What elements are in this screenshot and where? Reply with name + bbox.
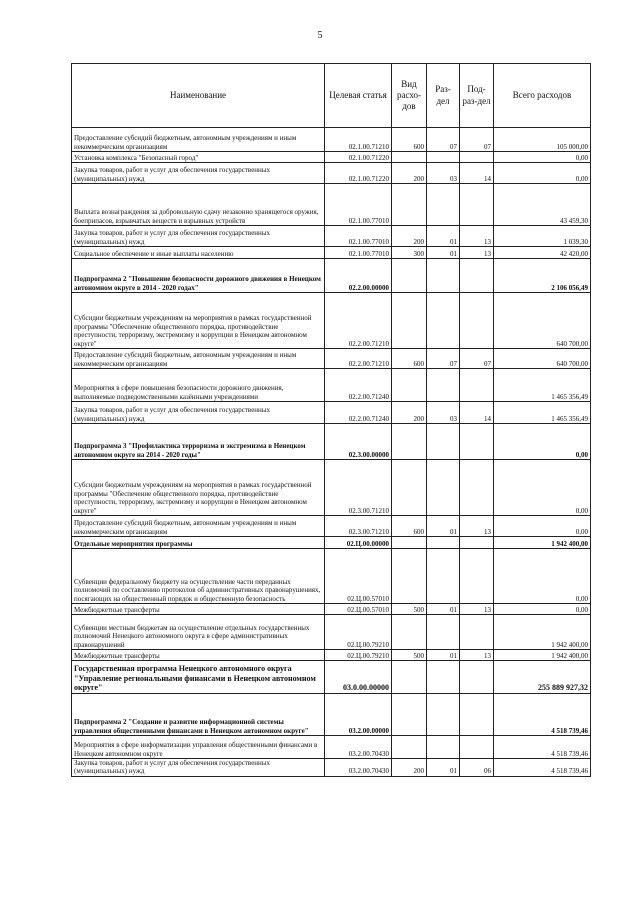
row-subsection-cell: 13 bbox=[460, 650, 494, 661]
row-total-cell: 4 518 739,46 bbox=[494, 736, 591, 759]
row-subsection-cell: 13 bbox=[460, 226, 494, 247]
row-expense-type-cell: 600 bbox=[392, 128, 427, 152]
row-subsection-cell bbox=[460, 424, 494, 460]
row-expense-type-cell bbox=[392, 537, 427, 549]
row-subsection-cell: 07 bbox=[460, 349, 494, 369]
row-total-cell: 1 465 356,49 bbox=[494, 402, 591, 424]
row-expense-type-cell: 200 bbox=[392, 402, 427, 424]
row-total-cell: 0,00 bbox=[494, 163, 591, 184]
row-target-article-cell: 02.3.00.71210 bbox=[325, 460, 392, 516]
row-name-cell: Подпрограмма 2 "Повышение безопасности дорожного движения в Ненецком автономном округе в 2014 - 2020 годах" bbox=[72, 259, 325, 293]
row-section-cell bbox=[427, 369, 460, 402]
row-expense-type-cell bbox=[392, 736, 427, 759]
row-name-cell: Подпрограмма 2 "Создание и развитие информационной системы управления общественными финансами в Ненецком автономном округе" bbox=[72, 694, 325, 736]
row-target-article-cell: 02.1.00.71220 bbox=[325, 163, 392, 184]
row-expense-type-cell: 500 bbox=[392, 650, 427, 661]
row-subsection-cell bbox=[460, 615, 494, 650]
row-subsection-cell: 13 bbox=[460, 516, 494, 537]
row-total-cell: 42 420,00 bbox=[494, 247, 591, 259]
row-target-article-cell: 03.2.00.70430 bbox=[325, 736, 392, 759]
row-section-cell bbox=[427, 259, 460, 293]
row-name-cell: Выплата вознаграждения за добровольную сдачу незаконно хранящегося оружия, боеприпасов, взрывчатых веществ и взрывных устройств bbox=[72, 184, 325, 226]
row-total-cell: 640 700,00 bbox=[494, 349, 591, 369]
row-section-cell: 01 bbox=[427, 759, 460, 777]
row-target-article-cell: 02.2.00.00000 bbox=[325, 259, 392, 293]
row-expense-type-cell: 600 bbox=[392, 349, 427, 369]
table-row bbox=[72, 402, 591, 424]
table-row bbox=[72, 650, 591, 661]
row-subsection-cell bbox=[460, 736, 494, 759]
row-target-article-cell: 03.2.00.00000 bbox=[325, 694, 392, 736]
row-section-cell bbox=[427, 549, 460, 604]
row-expense-type-cell bbox=[392, 549, 427, 604]
row-expense-type-cell bbox=[392, 184, 427, 226]
table-row bbox=[72, 163, 591, 184]
row-section-cell: 01 bbox=[427, 247, 460, 259]
row-target-article-cell: 03.0.00.00000 bbox=[325, 661, 392, 694]
table-row bbox=[72, 736, 591, 759]
row-total-cell: 640 700,00 bbox=[494, 293, 591, 349]
table-header-row bbox=[72, 64, 591, 128]
row-total-cell: 0,00 bbox=[494, 516, 591, 537]
row-subsection-cell: 14 bbox=[460, 402, 494, 424]
row-expense-type-cell bbox=[392, 661, 427, 694]
row-subsection-cell bbox=[460, 369, 494, 402]
row-total-cell: 105 000,00 bbox=[494, 128, 591, 152]
row-total-cell: 2 106 056,49 bbox=[494, 259, 591, 293]
row-section-cell bbox=[427, 661, 460, 694]
row-total-cell: 255 889 927,32 bbox=[494, 661, 591, 694]
row-expense-type-cell: 200 bbox=[392, 226, 427, 247]
table-row bbox=[72, 604, 591, 615]
row-section-cell: 01 bbox=[427, 650, 460, 661]
row-section-cell: 07 bbox=[427, 128, 460, 152]
row-subsection-cell: 13 bbox=[460, 247, 494, 259]
table-row bbox=[72, 424, 591, 460]
row-name-cell: Подпрограмма 3 "Профилактика терроризма и экстремизма в Ненецком автономном округе на 2014 - 2020 годы" bbox=[72, 424, 325, 460]
row-expense-type-cell bbox=[392, 293, 427, 349]
row-section-cell: 03 bbox=[427, 402, 460, 424]
row-target-article-cell: 02.2.00.71240 bbox=[325, 369, 392, 402]
row-section-cell: 03 bbox=[427, 163, 460, 184]
row-total-cell: 1 942 400,00 bbox=[494, 650, 591, 661]
row-total-cell: 1 942 400,00 bbox=[494, 615, 591, 650]
row-total-cell: 4 518 739,46 bbox=[494, 694, 591, 736]
row-total-cell: 1 039,30 bbox=[494, 226, 591, 247]
row-name-cell: Межбюджетные трансферты bbox=[72, 650, 325, 661]
table-row bbox=[72, 460, 591, 516]
table-row bbox=[72, 184, 591, 226]
header-total: Всего расходов bbox=[494, 64, 591, 128]
row-total-cell: 1 942 400,00 bbox=[494, 537, 591, 549]
row-target-article-cell: 02.Ц.00.57010 bbox=[325, 549, 392, 604]
table-row bbox=[72, 226, 591, 247]
row-target-article-cell: 02.Ц.00.57010 bbox=[325, 604, 392, 615]
row-expense-type-cell: 200 bbox=[392, 759, 427, 777]
row-name-cell: Субвенции местным бюджетам на осуществление отдельных государственных полномочий Ненецкого автономного округа в сфере административных правонарушений bbox=[72, 615, 325, 650]
row-target-article-cell: 02.1.00.71210 bbox=[325, 128, 392, 152]
row-name-cell: Предоставление субсидий бюджетным, автономным учреждениям и иным некоммерческим организациям bbox=[72, 349, 325, 369]
row-total-cell: 0,00 bbox=[494, 549, 591, 604]
row-section-cell: 07 bbox=[427, 349, 460, 369]
table-row bbox=[72, 759, 591, 777]
row-expense-type-cell bbox=[392, 424, 427, 460]
row-name-cell: Социальное обеспечение и иные выплаты населению bbox=[72, 247, 325, 259]
row-expense-type-cell: 600 bbox=[392, 516, 427, 537]
row-expense-type-cell bbox=[392, 369, 427, 402]
row-total-cell: 0,00 bbox=[494, 424, 591, 460]
row-target-article-cell: 02.2.00.71240 bbox=[325, 402, 392, 424]
row-subsection-cell: 14 bbox=[460, 163, 494, 184]
row-expense-type-cell bbox=[392, 460, 427, 516]
row-expense-type-cell: 500 bbox=[392, 604, 427, 615]
row-total-cell: 0,00 bbox=[494, 460, 591, 516]
row-target-article-cell: 02.Ц.00.00000 bbox=[325, 537, 392, 549]
row-target-article-cell: 02.Ц.00.79210 bbox=[325, 615, 392, 650]
row-total-cell: 4 518 739,46 bbox=[494, 759, 591, 777]
row-section-cell bbox=[427, 460, 460, 516]
row-name-cell: Отдельные мероприятия программы bbox=[72, 537, 325, 549]
row-expense-type-cell bbox=[392, 152, 427, 163]
header-section: Раз-дел bbox=[427, 64, 460, 128]
row-target-article-cell: 02.1.00.77010 bbox=[325, 184, 392, 226]
row-target-article-cell: 02.1.00.77010 bbox=[325, 226, 392, 247]
row-subsection-cell bbox=[460, 537, 494, 549]
header-target-article: Целевая статья bbox=[325, 64, 392, 128]
row-section-cell bbox=[427, 152, 460, 163]
row-subsection-cell bbox=[460, 694, 494, 736]
row-target-article-cell: 02.1.00.77010 bbox=[325, 247, 392, 259]
table-row bbox=[72, 128, 591, 152]
row-expense-type-cell bbox=[392, 259, 427, 293]
row-target-article-cell: 02.Ц.00.79210 bbox=[325, 650, 392, 661]
row-section-cell bbox=[427, 736, 460, 759]
row-target-article-cell: 03.2.00.70430 bbox=[325, 759, 392, 777]
row-subsection-cell bbox=[460, 549, 494, 604]
row-subsection-cell bbox=[460, 184, 494, 226]
table-row bbox=[72, 293, 591, 349]
row-subsection-cell bbox=[460, 661, 494, 694]
row-subsection-cell bbox=[460, 460, 494, 516]
row-expense-type-cell bbox=[392, 694, 427, 736]
row-name-cell: Мероприятия в сфере информатизации управления общественными финансами в Ненецком автономном округе bbox=[72, 736, 325, 759]
table-row bbox=[72, 349, 591, 369]
row-target-article-cell: 02.2.00.71210 bbox=[325, 349, 392, 369]
row-expense-type-cell: 300 bbox=[392, 247, 427, 259]
row-name-cell: Закупка товаров, работ и услуг для обеспечения государственных (муниципальных) нужд bbox=[72, 759, 325, 777]
row-subsection-cell: 13 bbox=[460, 604, 494, 615]
row-target-article-cell: 02.3.00.71210 bbox=[325, 516, 392, 537]
table-row bbox=[72, 259, 591, 293]
row-section-cell bbox=[427, 424, 460, 460]
row-name-cell: Мероприятия в сфере повышения безопасности дорожного движения, выполняемые подведомственными казёнными учреждениями bbox=[72, 369, 325, 402]
row-target-article-cell: 02.1.00.71220 bbox=[325, 152, 392, 163]
row-section-cell: 01 bbox=[427, 516, 460, 537]
row-section-cell: 01 bbox=[427, 604, 460, 615]
header-subsection: Под-раз-дел bbox=[460, 64, 494, 128]
row-subsection-cell bbox=[460, 152, 494, 163]
table-row bbox=[72, 152, 591, 163]
row-name-cell: Предоставление субсидий бюджетным, автономным учреждениям и иным некоммерческим организациям bbox=[72, 128, 325, 152]
row-name-cell: Межбюджетные трансферты bbox=[72, 604, 325, 615]
table-row bbox=[72, 694, 591, 736]
table-row bbox=[72, 247, 591, 259]
row-name-cell: Субсидии бюджетным учреждениям на мероприятия в рамках государственной программы "Обеспечение общественного порядка, противодействие преступности, терроризму, экстремизму и коррупции в Ненецком автономном округе" bbox=[72, 460, 325, 516]
row-total-cell: 0,00 bbox=[494, 604, 591, 615]
page-number: 5 bbox=[317, 30, 323, 41]
row-target-article-cell: 02.2.00.71210 bbox=[325, 293, 392, 349]
row-name-cell: Закупка товаров, работ и услуг для обеспечения государственных (муниципальных) нужд bbox=[72, 226, 325, 247]
row-section-cell bbox=[427, 293, 460, 349]
table-row bbox=[72, 661, 591, 694]
table-row bbox=[72, 537, 591, 549]
row-subsection-cell bbox=[460, 293, 494, 349]
row-section-cell: 01 bbox=[427, 226, 460, 247]
row-expense-type-cell bbox=[392, 615, 427, 650]
row-section-cell bbox=[427, 537, 460, 549]
row-total-cell: 1 465 356,49 bbox=[494, 369, 591, 402]
table-row bbox=[72, 615, 591, 650]
table-row bbox=[72, 516, 591, 537]
header-name: Наименование bbox=[72, 64, 325, 128]
row-name-cell: Субвенции федеральному бюджету на осуществление части переданных полномочий по составлению протоколов об административных правонарушениях, посягающих на общественный порядок и общественную безопасность bbox=[72, 549, 325, 604]
budget-table bbox=[71, 63, 591, 777]
row-name-cell: Предоставление субсидий бюджетным, автономным учреждениям и иным некоммерческим организациям bbox=[72, 516, 325, 537]
row-expense-type-cell: 200 bbox=[392, 163, 427, 184]
row-name-cell: Установка комплекса "Безопасный город" bbox=[72, 152, 325, 163]
row-name-cell: Закупка товаров, работ и услуг для обеспечения государственных (муниципальных) нужд bbox=[72, 402, 325, 424]
row-subsection-cell: 07 bbox=[460, 128, 494, 152]
row-name-cell: Закупка товаров, работ и услуг для обеспечения государственных (муниципальных) нужд bbox=[72, 163, 325, 184]
row-total-cell: 43 459,30 bbox=[494, 184, 591, 226]
row-target-article-cell: 02.3.00.00000 bbox=[325, 424, 392, 460]
table-row bbox=[72, 549, 591, 604]
row-name-cell: Государственная программа Ненецкого автономного округа "Управление региональными финансами в Ненецком автономном округе" bbox=[72, 661, 325, 694]
table-row bbox=[72, 369, 591, 402]
row-section-cell bbox=[427, 184, 460, 226]
row-name-cell: Субсидии бюджетным учреждениям на мероприятия в рамках государственной программы "Обеспечение общественного порядка, противодействие преступности, терроризму, экстремизму и коррупции в Ненецком автономном округе" bbox=[72, 293, 325, 349]
row-total-cell: 0,00 bbox=[494, 152, 591, 163]
row-section-cell bbox=[427, 615, 460, 650]
row-section-cell bbox=[427, 694, 460, 736]
header-expense-type: Вид расхо-дов bbox=[392, 64, 427, 128]
row-subsection-cell: 06 bbox=[460, 759, 494, 777]
row-subsection-cell bbox=[460, 259, 494, 293]
